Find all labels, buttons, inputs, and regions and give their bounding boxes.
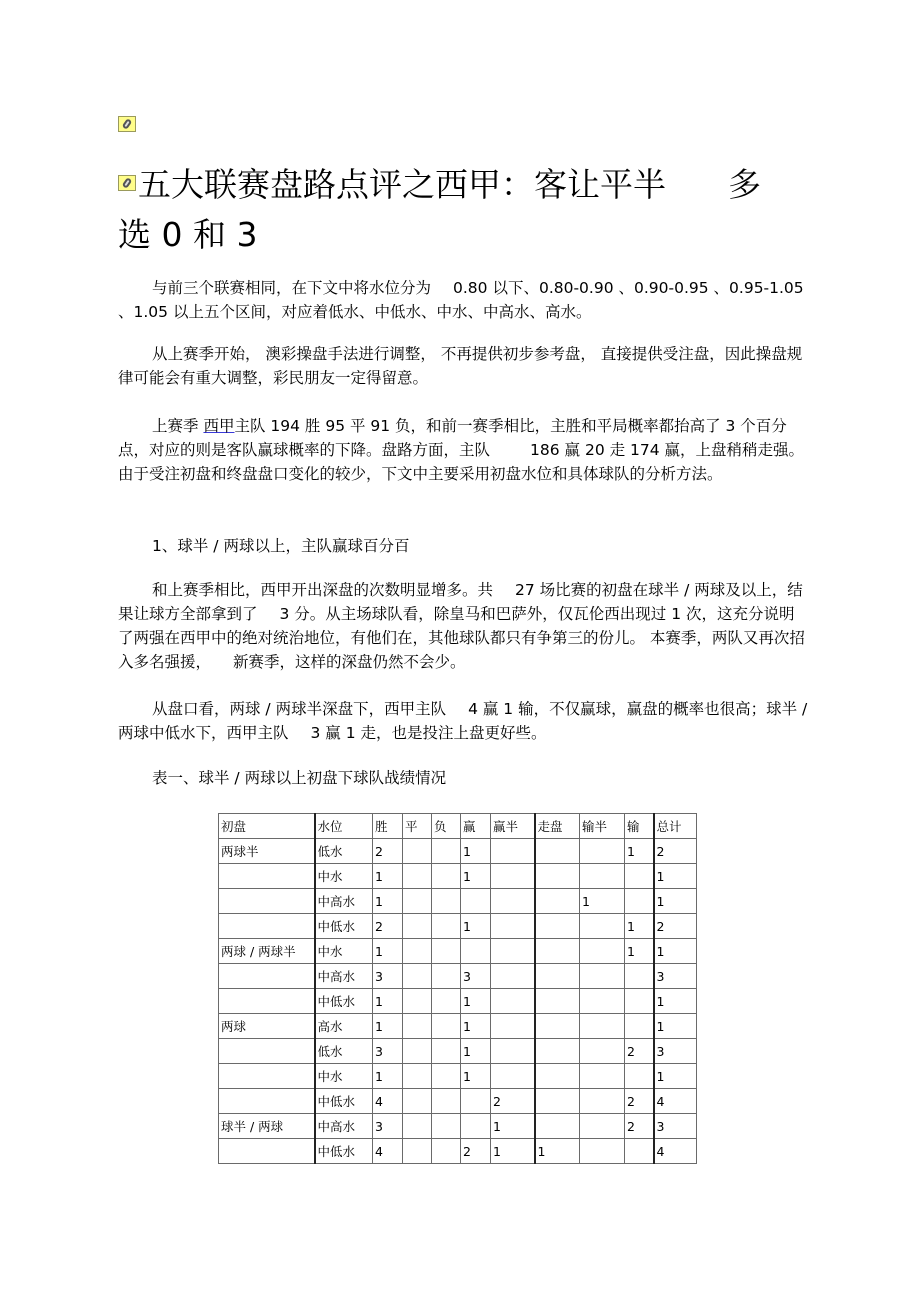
table-cell: 1 xyxy=(461,914,491,939)
table-header-cell: 总计 xyxy=(654,814,697,839)
table-cell xyxy=(219,914,315,939)
table-cell xyxy=(580,864,625,889)
table-cell xyxy=(432,839,461,864)
table-cell: 1 xyxy=(461,839,491,864)
table-cell xyxy=(491,989,535,1014)
table-cell xyxy=(625,989,654,1014)
table-cell xyxy=(491,939,535,964)
table-cell: 1 xyxy=(654,889,697,914)
table-cell: 1 xyxy=(491,1139,535,1164)
table-cell: 4 xyxy=(654,1139,697,1164)
table-cell xyxy=(625,1064,654,1089)
paragraph-text: 与前三个联赛相同，在下文中将水位分为 xyxy=(152,279,432,297)
paragraph-text: 3 赢 1 走，也是投注上盘更好些。 xyxy=(310,724,547,742)
table-cell xyxy=(535,939,580,964)
table-header-cell: 平 xyxy=(403,814,432,839)
table-cell xyxy=(580,989,625,1014)
table-cell xyxy=(432,1014,461,1039)
table-cell xyxy=(625,964,654,989)
table-cell: 1 xyxy=(625,939,654,964)
table-cell: 中水 xyxy=(315,939,373,964)
table-cell: 中低水 xyxy=(315,989,373,1014)
table-cell xyxy=(432,989,461,1014)
table-cell xyxy=(219,1139,315,1164)
table-cell xyxy=(491,864,535,889)
table-cell xyxy=(625,1139,654,1164)
table-cell xyxy=(432,889,461,914)
table-cell xyxy=(580,964,625,989)
table-cell xyxy=(403,889,432,914)
paragraph-text: 和上赛季相比，西甲开出深盘的次数明显增多。共 xyxy=(152,581,494,599)
table-cell xyxy=(432,939,461,964)
table-cell: 1 xyxy=(373,889,403,914)
section-heading xyxy=(118,534,808,558)
table-cell xyxy=(403,864,432,889)
table-cell xyxy=(219,864,315,889)
table-row xyxy=(219,1039,697,1064)
table-cell: 中高水 xyxy=(315,964,373,989)
table-row xyxy=(219,1064,697,1089)
title-part-1: 五大联赛盘路点评之西甲：客让平半 xyxy=(138,165,666,204)
table-cell: 2 xyxy=(654,914,697,939)
paragraph-text: 从上赛季开始， 澳彩操盘手法进行调整， 不再提供初步参考盘， 直接提供受注盘，因此操盘规律可能会有重大调整，彩民朋友一定得留意。 xyxy=(118,345,803,387)
table-cell xyxy=(491,1014,535,1039)
table-cell: 1 xyxy=(373,989,403,1014)
table-cell xyxy=(432,1064,461,1089)
table-cell xyxy=(403,914,432,939)
paragraph-text: 从盘口看，两球 / 两球半深盘下，西甲主队 xyxy=(152,700,447,718)
table-cell: 1 xyxy=(654,1014,697,1039)
table-header-cell: 负 xyxy=(432,814,461,839)
title-part-3: 选 0 和 3 xyxy=(118,215,258,254)
table-cell: 1 xyxy=(461,1014,491,1039)
laliga-link[interactable]: 西甲 xyxy=(203,417,235,435)
table-cell xyxy=(403,1039,432,1064)
table-cell xyxy=(432,964,461,989)
table-cell xyxy=(580,1064,625,1089)
table-row xyxy=(219,964,697,989)
table-cell xyxy=(580,914,625,939)
table-cell xyxy=(219,989,315,1014)
table-cell: 中高水 xyxy=(315,889,373,914)
title-part-2: 多 xyxy=(728,165,761,204)
table-cell: 1 xyxy=(625,839,654,864)
table-cell: 2 xyxy=(625,1039,654,1064)
table-cell: 1 xyxy=(625,914,654,939)
table-cell: 1 xyxy=(654,989,697,1014)
table-cell: 1 xyxy=(580,889,625,914)
table-cell: 3 xyxy=(373,1114,403,1139)
table-cell: 高水 xyxy=(315,1014,373,1039)
table-cell xyxy=(580,1014,625,1039)
table-cell xyxy=(535,839,580,864)
table-cell: 2 xyxy=(461,1139,491,1164)
table-cell: 3 xyxy=(373,1039,403,1064)
table-cell: 低水 xyxy=(315,839,373,864)
table-cell xyxy=(432,1114,461,1139)
table-cell: 中高水 xyxy=(315,1114,373,1139)
table-cell: 1 xyxy=(654,1064,697,1089)
table-cell: 1 xyxy=(535,1139,580,1164)
paragraph-water-levels xyxy=(118,276,808,324)
table-row xyxy=(219,1014,697,1039)
table-cell: 2 xyxy=(373,839,403,864)
table-cell: 1 xyxy=(461,1039,491,1064)
table-cell xyxy=(535,989,580,1014)
table-row xyxy=(219,914,697,939)
table-cell xyxy=(580,839,625,864)
table-cell xyxy=(535,914,580,939)
record-table xyxy=(218,813,697,1164)
broken-image-icon xyxy=(118,116,136,132)
paragraph-macau-adjustment xyxy=(118,342,808,390)
table-row xyxy=(219,864,697,889)
paragraph-last-season xyxy=(118,414,808,486)
table-cell: 1 xyxy=(373,1014,403,1039)
table-cell: 球半 / 两球 xyxy=(219,1114,315,1139)
table-header-cell: 输 xyxy=(625,814,654,839)
table-cell xyxy=(535,889,580,914)
table-cell xyxy=(535,1039,580,1064)
table-cell xyxy=(535,1114,580,1139)
table-cell: 2 xyxy=(625,1089,654,1114)
paragraph-text: 3 分。从主场球队看，除皇马和巴萨外，仅瓦伦西出现过 1 次，这充分说明了两强在西甲中的绝对统治地位，有他们在，其他球队都只有争第三的份儿。 本赛季，两队又再次招入多名强援， xyxy=(118,605,805,671)
table-cell xyxy=(580,1139,625,1164)
table-cell: 低水 xyxy=(315,1039,373,1064)
table-cell xyxy=(491,914,535,939)
table-cell xyxy=(625,889,654,914)
table-cell: 3 xyxy=(373,964,403,989)
table-cell xyxy=(491,889,535,914)
table-cell: 2 xyxy=(654,839,697,864)
table-cell xyxy=(432,864,461,889)
table-cell: 中低水 xyxy=(315,914,373,939)
table-cell xyxy=(535,1089,580,1114)
table-header-cell: 初盘 xyxy=(219,814,315,839)
table-cell xyxy=(580,1089,625,1114)
table-cell xyxy=(219,889,315,914)
table-cell: 1 xyxy=(654,864,697,889)
table-caption-text: 表一、球半 / 两球以上初盘下球队战绩情况 xyxy=(152,769,447,787)
table-cell xyxy=(535,964,580,989)
table-cell: 1 xyxy=(373,939,403,964)
table-cell xyxy=(403,1139,432,1164)
table-cell: 1 xyxy=(461,989,491,1014)
table-cell xyxy=(432,914,461,939)
table-cell xyxy=(580,1114,625,1139)
section-heading-text: 1、球半 / 两球以上，主队赢球百分百 xyxy=(152,537,410,555)
table-cell xyxy=(403,839,432,864)
table-cell: 2 xyxy=(373,914,403,939)
table-cell: 3 xyxy=(654,964,697,989)
table-cell xyxy=(535,1014,580,1039)
table-cell xyxy=(491,1064,535,1089)
table-header-cell: 走盘 xyxy=(535,814,580,839)
table-header-cell: 输半 xyxy=(580,814,625,839)
table-cell: 中水 xyxy=(315,864,373,889)
table-cell xyxy=(219,964,315,989)
table-cell xyxy=(219,1064,315,1089)
table-header-cell: 水位 xyxy=(315,814,373,839)
table-cell xyxy=(491,839,535,864)
table-cell: 中低水 xyxy=(315,1089,373,1114)
paragraph-text: 新赛季，这样的深盘仍然不会少。 xyxy=(233,653,466,671)
table-cell: 4 xyxy=(373,1089,403,1114)
paragraph-text: 4 赢 1 输，不仅赢球，赢盘的概率也很高；球半 / 两球中低水下，西甲主队 xyxy=(118,700,808,742)
table-header-row xyxy=(219,814,697,839)
paragraph-handicap-view xyxy=(118,697,808,745)
table-cell xyxy=(461,939,491,964)
table-cell: 1 xyxy=(461,1064,491,1089)
table-cell xyxy=(491,1039,535,1064)
table-cell xyxy=(403,1064,432,1089)
table-cell: 两球 / 两球半 xyxy=(219,939,315,964)
table-cell: 2 xyxy=(625,1114,654,1139)
table-cell xyxy=(432,1139,461,1164)
table-cell xyxy=(535,1064,580,1089)
table-cell xyxy=(219,1089,315,1114)
table-row xyxy=(219,939,697,964)
table-cell xyxy=(491,964,535,989)
table-caption xyxy=(118,766,808,790)
table-cell xyxy=(461,1089,491,1114)
paragraph-text: 主队 194 胜 95 平 91 负，和前一赛季相比，主胜和平局概率都抬高了 3 个百分点，对应的则是客队赢球概率的下降。盘路方面，主队 xyxy=(118,417,787,459)
table-cell: 1 xyxy=(491,1114,535,1139)
table-cell xyxy=(625,1014,654,1039)
table-cell xyxy=(535,864,580,889)
paragraph-deep-handicap xyxy=(118,578,808,674)
table-cell xyxy=(461,1114,491,1139)
table-row xyxy=(219,1114,697,1139)
table-row xyxy=(219,839,697,864)
table-cell: 1 xyxy=(373,1064,403,1089)
table-cell: 2 xyxy=(491,1089,535,1114)
table-row xyxy=(219,1089,697,1114)
table-cell xyxy=(580,1039,625,1064)
table-cell xyxy=(403,989,432,1014)
table-cell xyxy=(403,1114,432,1139)
table-cell: 1 xyxy=(373,864,403,889)
paragraph-text: 27 场比赛的初盘在球半 / 两球及以上，结果让球方全部拿到了 xyxy=(118,581,803,623)
table-cell xyxy=(432,1089,461,1114)
table-cell xyxy=(432,1039,461,1064)
table-cell: 中水 xyxy=(315,1064,373,1089)
table-header-cell: 赢 xyxy=(461,814,491,839)
table-cell: 1 xyxy=(654,939,697,964)
table-row xyxy=(219,889,697,914)
table-cell xyxy=(461,889,491,914)
table-cell xyxy=(625,864,654,889)
table-cell: 1 xyxy=(461,864,491,889)
table-row xyxy=(219,989,697,1014)
table-cell xyxy=(580,939,625,964)
table-cell xyxy=(219,1039,315,1064)
table-cell xyxy=(403,939,432,964)
table-cell xyxy=(403,964,432,989)
table-header-cell: 赢半 xyxy=(491,814,535,839)
table-cell: 两球 xyxy=(219,1014,315,1039)
paragraph-text: 186 赢 20 走 174 赢，上盘稍稍走强。由于受注初盘和终盘盘口变化的较少，下文中主要采用初盘水位和具体球队的分析方法。 xyxy=(118,441,805,483)
table-cell: 中低水 xyxy=(315,1139,373,1164)
article-title xyxy=(118,160,808,260)
table-header-cell: 胜 xyxy=(373,814,403,839)
table-cell: 4 xyxy=(373,1139,403,1164)
paragraph-text: 上赛季 xyxy=(152,417,199,435)
broken-image-icon xyxy=(118,175,136,191)
paragraph-text: 0.80 以下、0.80-0.90 、0.90-0.95 、0.95-1.05 、1.05 以上五个区间，对应着低水、中低水、中水、中高水、高水。 xyxy=(118,279,804,321)
table-cell: 3 xyxy=(654,1114,697,1139)
table-cell xyxy=(403,1089,432,1114)
table-cell: 两球半 xyxy=(219,839,315,864)
table-cell: 3 xyxy=(461,964,491,989)
table-cell xyxy=(403,1014,432,1039)
table-row xyxy=(219,1139,697,1164)
table-cell: 4 xyxy=(654,1089,697,1114)
table-cell: 3 xyxy=(654,1039,697,1064)
